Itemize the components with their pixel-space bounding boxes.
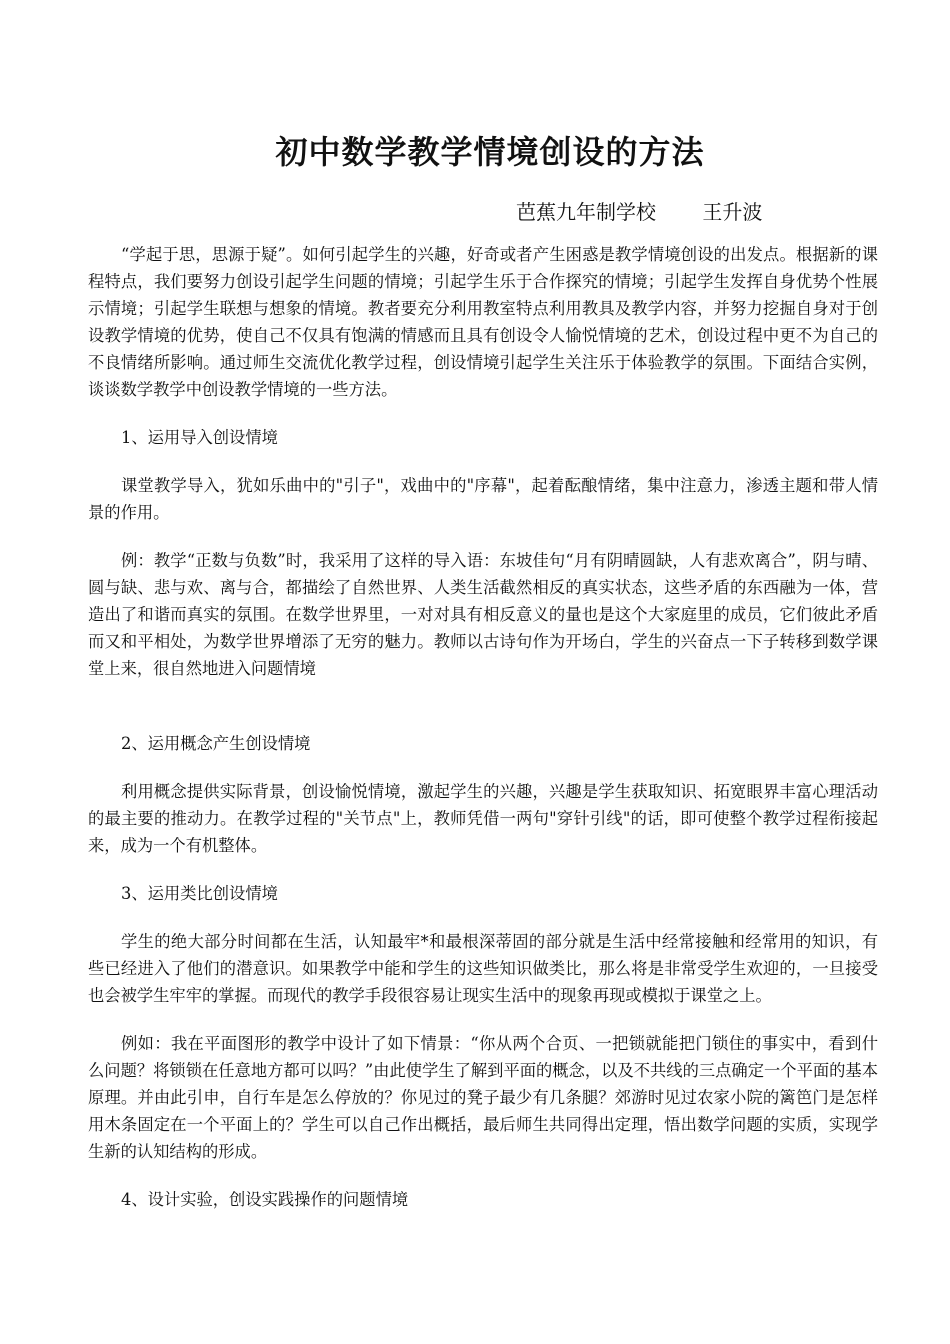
intro-paragraph: “学起于思，思源于疑”。如何引起学生的兴趣，好奇或者产生困惑是教学情境创设的出发点。根据新的课程特点，我们要努力创设引起学生问题的情境；引起学生乐于合作探究的情境；引起学生发挥自身优势个性展示情境；引起学生联想与想象的情境。教者要充分利用教室特点利用教具及教学内容，并努力挖掘自身对于创设教学情境的优势，使自己不仅具有饱满的情感而且具有创设令人愉悦情境的艺术，创设过程中更不为自己的不良情绪所影响。通过师生交流优化教学过程，创设情境引起学生关注乐于体验教学的氛围。下面结合实例，谈谈数学教学中创设教学情境的一些方法。 bbox=[88, 245, 878, 399]
section-heading-1: 1、运用导入创设情境 bbox=[121, 428, 278, 447]
section-heading-2: 2、运用概念产生创设情境 bbox=[121, 734, 311, 753]
author-line bbox=[516, 196, 762, 225]
section-1-paragraph: 课堂教学导入，犹如乐曲中的"引子"，戏曲中的"序幕"，起着酝酿情绪，集中注意力，渗透主题和带人情景的作用。 bbox=[88, 476, 878, 522]
section-heading-4: 4、设计实验，创设实践操作的问题情境 bbox=[121, 1190, 409, 1209]
section-heading-3: 3、运用类比创设情境 bbox=[121, 884, 278, 903]
section-1-example-paragraph: 例：教学“正数与负数”时，我采用了这样的导入语：东坡佳句“月有阴晴圆缺，人有悲欢离合”，阴与晴、圆与缺、悲与欢、离与合，都描绘了自然世界、人类生活截然相反的真实状态，这些矛盾的东西融为一体，营造出了和谐而真实的氛围。在数学世界里，一对对具有相反意义的量也是这个大家庭里的成员，它们彼此矛盾而又和平相处，为数学世界增添了无穷的魅力。教师以古诗句作为开场白，学生的兴奋点一下子转移到数学课堂上来，很自然地进入问题情境 bbox=[88, 551, 878, 678]
author-school: 芭蕉九年制学校 bbox=[516, 200, 656, 224]
page-title: 初中数学教学情境创设的方法 bbox=[275, 133, 705, 171]
section-2-paragraph: 利用概念提供实际背景，创设愉悦情境，激起学生的兴趣，兴趣是学生获取知识、拓宽眼界丰富心理活动的最主要的推动力。在教学过程的"关节点"上，教师凭借一两句"穿针引线"的话，即可使整个教学过程衔接起来，成为一个有机整体。 bbox=[88, 782, 878, 855]
author-name: 王升波 bbox=[702, 200, 763, 224]
document-body bbox=[88, 241, 878, 1213]
section-3-example-paragraph: 例如：我在平面图形的教学中设计了如下情景：“你从两个合页、一把锁就能把门锁住的事实中，看到什么问题？将锁锁在任意地方都可以吗？”由此使学生了解到平面的概念，以及不共线的三点确定一个平面的基本原理。并由此引申，自行车是怎么停放的？你见过的凳子最少有几条腿？郊游时见过农家小院的篱笆门是怎样用木条固定在一个平面上的？学生可以自己作出概括，最后师生共同得出定理，悟出数学问题的实质，实现学生新的认知结构的形成。 bbox=[88, 1034, 878, 1161]
section-3-paragraph: 学生的绝大部分时间都在生活，认知最牢*和最根深蒂固的部分就是生活中经常接触和经常用的知识，有些已经进入了他们的潜意识。如果教学中能和学生的这些知识做类比，那么将是非常受学生欢迎的，一旦接受也会被学生牢牢的掌握。而现代的教学手段很容易让现实生活中的现象再现或模拟于课堂之上。 bbox=[88, 932, 878, 1005]
